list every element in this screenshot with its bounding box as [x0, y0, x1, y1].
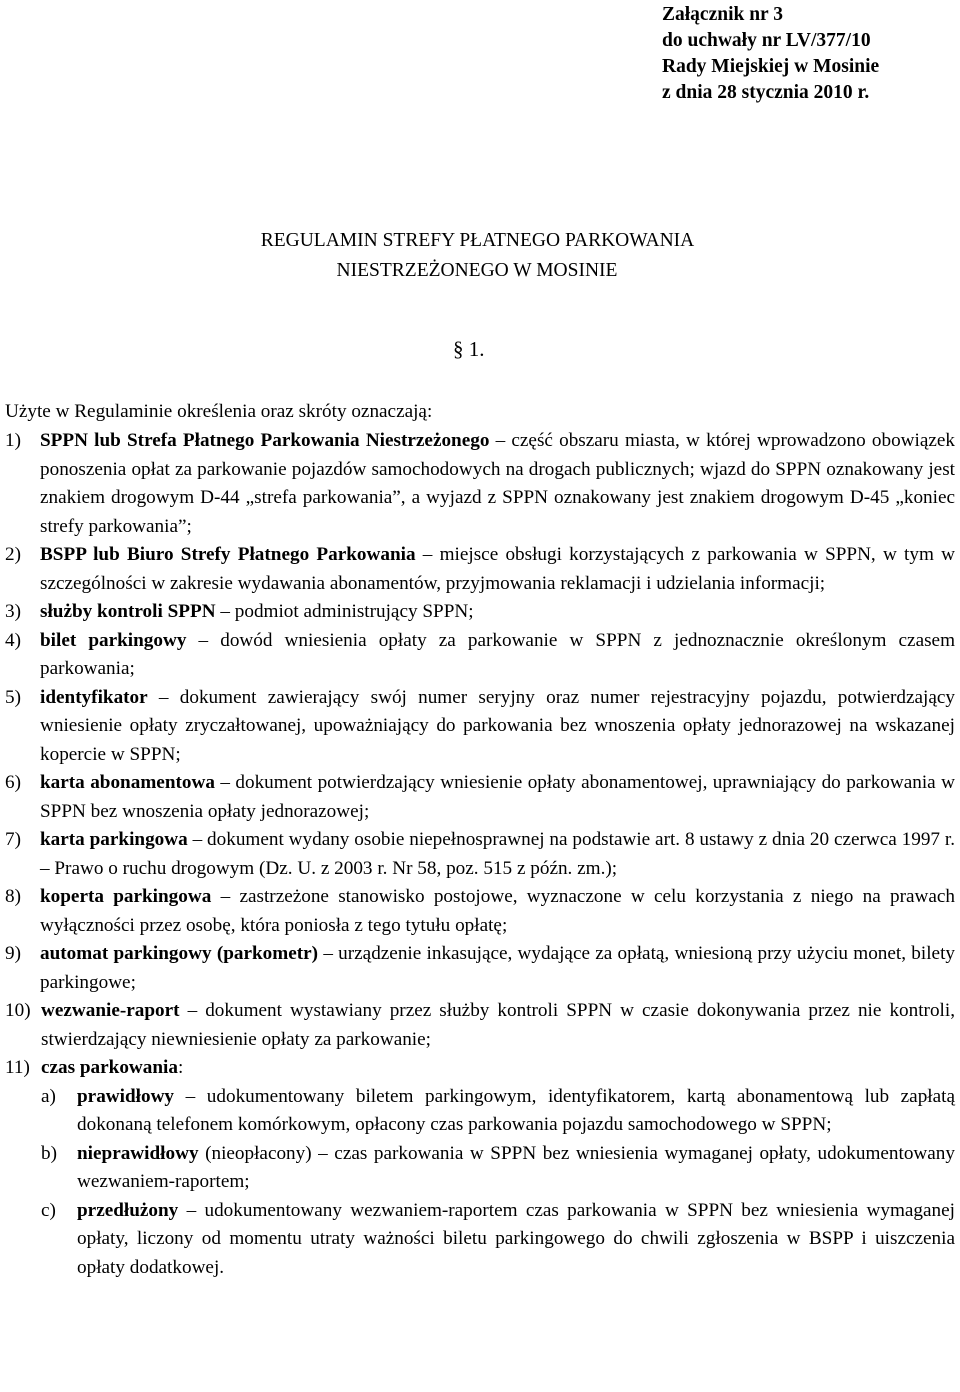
definition-text: – urządzenie inkasujące, wydające za opłatą, wniesioną przy użyciu monet, bilety parkingowe;: [40, 943, 955, 993]
item-number: 11): [5, 1057, 30, 1078]
intro-text: Użyte w Regulaminie określenia oraz skróty oznaczają:: [5, 401, 433, 422]
item-number: 1): [5, 430, 21, 451]
definition-text: – dokument wystawiany przez służby kontroli SPPN w czasie dokonywania przez nie kontroli, stwierdzający niewniesienie opłaty za parkowanie;: [41, 1000, 955, 1050]
definition-item: [5, 1054, 955, 1083]
definition-item: [5, 684, 955, 770]
definition-text: – zastrzeżone stanowisko postojowe, wyznaczone w celu korzystania z niego na prawach wyłączności przez osobę, która poniosła z tego tytułu opłatę;: [40, 886, 955, 936]
annex-line: do uchwały nr LV/377/10: [662, 30, 871, 51]
section-number: § 1.: [453, 337, 485, 361]
subdefinition-text: – udokumentowany biletem parkingowym, identyfikatorem, kartą abonamentową lub zapłatą dokonaną telefonem komórkowym, opłacony czas parkowania pojazdu samochodowego w SPPN;: [77, 1085, 955, 1135]
definition-text: – podmiot administrujący SPPN;: [215, 601, 474, 622]
definition-item: [5, 883, 955, 940]
definition-item: [5, 769, 955, 826]
subitem-letter: c): [41, 1199, 56, 1221]
definition-term: identyfikator: [40, 686, 148, 708]
subdefinition-term: prawidłowy: [77, 1085, 175, 1107]
item-number: 5): [5, 686, 21, 708]
subitem-letter: b): [41, 1142, 57, 1164]
definition-term: bilet parkingowy: [40, 629, 187, 651]
definition-text: :: [177, 1057, 184, 1078]
definition-item: [5, 541, 955, 598]
definition-term: karta parkingowa: [40, 829, 188, 850]
definition-term: koperta parkingowa: [40, 886, 212, 907]
item-number: 6): [5, 772, 21, 793]
item-number: 10): [5, 1000, 31, 1021]
definition-item: [5, 627, 955, 684]
definition-text: – miejsce obsługi korzystających z parkowania w SPPN, w tym w szczególności w zakresie wydawania abonamentów, przyjmowania reklamacji i udzielania informacji;: [40, 544, 955, 594]
item-number: 8): [5, 886, 21, 907]
subdefinition-term: nieprawidłowy: [77, 1142, 199, 1164]
definition-text: – część obszaru miasta, w której wprowadzono obowiązek ponoszenia opłat za parkowanie pojazdów samochodowych na drogach publicznych; wjazd do SPPN oznakowany jest znakiem drogowym D-44 „strefa parkowania”, a wyjazd z SPPN oznakowany jest znakiem drogowym D-45 „koniec strefy parkowania”;: [40, 430, 955, 537]
item-number: 4): [5, 629, 21, 651]
item-number: 9): [5, 943, 21, 964]
title-line-2: NIESTRZEŻONEGO W MOSINIE: [336, 260, 618, 281]
definition-term: automat parkingowy (parkometr): [40, 943, 319, 964]
item-number: 7): [5, 829, 21, 850]
definition-text: – dokument zawierający swój numer seryjny oraz numer rejestracyjny pojazdu, potwierdzający wniesienie opłaty zryczałtowanej, upoważniający do parkowania bez wnoszenia opłaty jednorazowej na wskazanej kopercie w SPPN;: [40, 686, 955, 765]
item-number: 3): [5, 601, 21, 622]
subdefinition-item: [5, 1140, 955, 1197]
definitions-list: [5, 427, 955, 1282]
definition-term: SPPN lub Strefa Płatnego Parkowania Niestrzeżonego: [40, 430, 490, 451]
definition-term: karta abonamentowa: [40, 772, 215, 793]
definition-term: służby kontroli SPPN: [40, 601, 216, 622]
definition-item: [5, 598, 955, 627]
definition-term: wezwanie-raport: [41, 1000, 180, 1021]
item-number: 2): [5, 544, 21, 565]
definition-item: [5, 997, 955, 1054]
title-line-1: REGULAMIN STREFY PŁATNEGO PARKOWANIA: [260, 230, 695, 251]
definition-text: – dokument wydany osobie niepełnosprawnej na podstawie art. 8 ustawy z dnia 20 czerwca 1997 r. – Prawo o ruchu drogowym (Dz. U. z 2003 r. Nr 58, poz. 515 z późn. zm.);: [40, 829, 956, 879]
annex-line: Załącznik nr 3: [662, 4, 783, 25]
subdefinition-text: (nieopłacony) – czas parkowania w SPPN bez wniesienia wymaganej opłaty, udokumentowany wezwaniem-raportem;: [77, 1142, 955, 1192]
document-title: [0, 226, 960, 286]
subdefinition-item: [5, 1197, 955, 1283]
subitem-letter: a): [41, 1085, 56, 1107]
annex-line: z dnia 28 stycznia 2010 r.: [662, 82, 870, 103]
definition-item: [5, 427, 955, 541]
subdefinition-text: – udokumentowany wezwaniem-raportem czas parkowania w SPPN bez wniesienia wymaganej opłaty, liczony od momentu utraty ważności biletu parkingowego do chwili zgłoszenia w BSPP i uiszczenia opłaty dodatkowej.: [77, 1199, 955, 1278]
definition-item: [5, 940, 955, 997]
definition-term: BSPP lub Biuro Strefy Płatnego Parkowania: [40, 544, 416, 565]
definition-text: – dokument potwierdzający wniesienie opłaty abonamentowej, uprawniający do parkowania w SPPN bez wnoszenia opłaty jednorazowej;: [40, 772, 955, 822]
definition-term: czas parkowania: [41, 1057, 178, 1078]
definition-item: [5, 826, 955, 883]
definition-text: – dowód wniesienia opłaty za parkowanie w SPPN z jednoznacznie określonym czasem parkowania;: [40, 629, 955, 679]
annex-line: Rady Miejskiej w Mosinie: [662, 56, 880, 77]
subdefinition-term: przedłużony: [77, 1199, 179, 1221]
annex-header: [662, 2, 879, 106]
subdefinition-item: [5, 1083, 955, 1140]
